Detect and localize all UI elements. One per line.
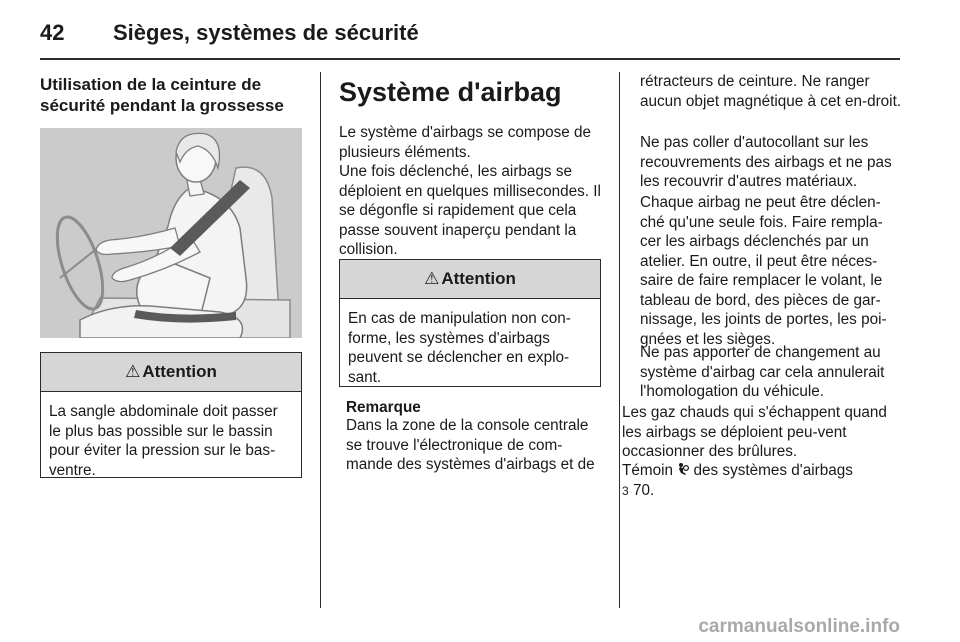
warning-box xyxy=(40,352,302,478)
page-reference-arrow: 3 xyxy=(622,483,629,498)
paragraph: Les gaz chauds qui s'échappent quand les airbags se déploient peu-vent occasionner des brûlures. xyxy=(622,404,887,460)
section-subheading: Utilisation de la ceinture de sécurité pendant la grossesse xyxy=(40,75,284,115)
note-text: Dans la zone de la console centrale se trouve l'électronique de com-mande des systèmes d'airbags et de xyxy=(346,417,595,473)
paragraph: Une fois déclenché, les airbags se déploient en quelques millisecondes. Il se dégonfle si rapidement que cela passe souvent inaperçu pendant la collision. xyxy=(339,163,601,258)
page-number: 42 xyxy=(40,20,65,45)
note-heading: Remarque xyxy=(346,399,421,416)
paragraph: Ne pas apporter de changement au système d'airbag car cela annulerait l'homologation du véhicule. xyxy=(640,344,885,400)
warning-text: En cas de manipulation non con-forme, les systèmes d'airbags peuvent se déclencher en explo-sant. xyxy=(348,310,571,386)
column-divider xyxy=(320,72,321,608)
paragraph: rétracteurs de ceinture. Ne ranger aucun objet magnétique à cet en-droit. xyxy=(640,73,902,110)
header-rule xyxy=(40,58,900,60)
warning-text: La sangle abdominale doit passer le plus bas possible sur le bassin pour éviter la pression sur le bas-ventre. xyxy=(49,403,278,479)
warning-box xyxy=(339,259,601,387)
paragraph: Ne pas coller d'autocollant sur les recouvrements des airbags et ne pas les recouvrir d'autres matériaux. xyxy=(640,134,892,190)
reference-prefix: Témoin xyxy=(622,462,674,479)
page-reference-link[interactable]: 70. xyxy=(632,481,655,499)
page-title: Sièges, systèmes de sécurité xyxy=(113,20,419,45)
warning-header xyxy=(340,260,600,299)
watermark: carmanualsonline.info xyxy=(698,616,900,637)
warning-triangle-icon: ⚠ xyxy=(424,269,440,288)
warning-title: Attention xyxy=(441,269,516,288)
airbag-reference-paragraph xyxy=(622,461,902,501)
section-heading: Système d'airbag xyxy=(339,77,562,107)
column-divider xyxy=(619,72,620,608)
warning-title: Attention xyxy=(142,362,217,381)
pregnancy-seatbelt-illustration xyxy=(40,128,302,338)
reference-suffix: des systèmes d'airbags xyxy=(693,462,853,479)
airbag-warning-icon xyxy=(677,462,693,479)
paragraph: Le système d'airbags se compose de plusieurs éléments. xyxy=(339,124,592,161)
warning-triangle-icon: ⚠ xyxy=(125,362,141,381)
warning-header xyxy=(41,353,301,392)
paragraph: Chaque airbag ne peut être déclen-ché qu'une seule fois. Faire rempla-cer les airbags déclenchés par un atelier. En outre, il peut être néces-saire de faire remplacer le volant, le tableau de bord, des pièces de gar-nissage, les joints de portes, les poi-gnées et les sièges. xyxy=(640,194,887,348)
